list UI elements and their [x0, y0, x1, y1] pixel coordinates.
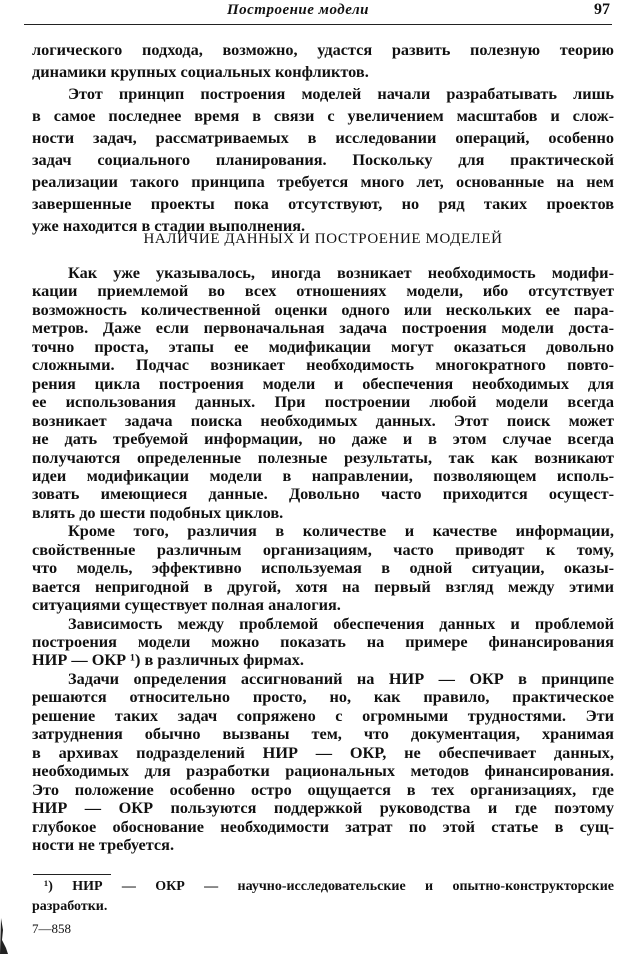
text-line: что модель, эффективно используемая в одной ситуации, оказы- — [32, 558, 614, 577]
text-line: вается непригодной в другой, хотя на первый взгляд между этими — [32, 577, 614, 596]
text-line: Как уже указывалось, иногда возникает необходимость модифи- — [68, 263, 614, 282]
text-line: решение таких задач сопряжено с огромными трудностями. Эти — [32, 706, 614, 725]
text-line: ее использования данных. При построении любой модели всегда — [32, 392, 614, 411]
text-line: получаются определенные полезные результаты, так как возникают — [32, 448, 614, 467]
text-line: ности задач, рассматриваемых в исследовании операций, особенно — [32, 128, 614, 147]
text-line: в архивах подразделений НИР — ОКР, не обеспечивает данных, — [32, 743, 614, 762]
text-line: логического подхода, возможно, удастся развить полезную теорию — [32, 40, 614, 59]
text-line: НИР — ОКР пользуются поддержкой руководства и где поэтому — [32, 798, 614, 817]
text-line: влять до шести подобных циклов. — [32, 503, 284, 522]
text-line: Кроме того, различия в количестве и качестве информации, — [68, 521, 614, 540]
text-line: ситуациями существует полная аналогия. — [32, 595, 341, 614]
text-line: задач социального планирования. Поскольку для практической — [32, 150, 614, 169]
text-line: затруднения обычно вызваны тем, что документация, хранимая — [32, 724, 614, 743]
text-line: Этот принцип построения моделей начали разрабатывать лишь — [68, 84, 614, 103]
text-line: метров. Даже если первоначальная задача построения модели доста- — [32, 318, 614, 337]
text-line: не дать требуемой информации, но даже и в этом случае всегда — [32, 429, 614, 448]
text-line: завершенные проекты пока отсутствуют, но ряд таких проектов — [32, 194, 614, 213]
text-line: решаются относительно просто, но, как правило, практическое — [32, 687, 614, 706]
text-line: идеи модификации модели в направлении, позволяющем исполь- — [32, 466, 614, 485]
footnote-continuation: разработки. — [32, 899, 108, 914]
text-line: Задачи определения ассигнований на НИР — ОКР в принципе — [68, 669, 614, 688]
page-number: 97 — [594, 1, 610, 18]
text-line: построения модели можно показать на примере финансирования — [32, 632, 614, 651]
text-line: зовать имеющиеся данные. Довольно часто приходится осущест- — [32, 484, 614, 503]
text-line: реализации такого принципа требуется много лет, основанные на нем — [32, 172, 614, 191]
text-line: возможность количественной оценки одного или нескольких ее пара- — [32, 300, 614, 319]
text-line: сложными. Подчас возникает необходимость многократного повто- — [32, 355, 614, 374]
text-line: рения цикла построения модели и обеспечения необходимых для — [32, 374, 614, 393]
running-header — [24, 0, 612, 25]
text-line: глубокое обоснование необходимости затрат по этой статье в сущ- — [32, 817, 614, 836]
printer-signature: 7—858 — [32, 921, 71, 936]
text-line: Зависимость между проблемой обеспечения данных и проблемой — [68, 614, 614, 633]
footnote-text: ¹) НИР — ОКР — научно-исследовательские и опытно-конструкторские — [44, 879, 614, 894]
text-line: необходимых для разработки рациональных методов финансирования. — [32, 761, 614, 780]
text-line: кации приемлемой во всех отношениях модели, ибо отсутствует — [32, 281, 614, 300]
text-line: в самое последнее время в связи с увеличением масштабов и слож- — [32, 106, 614, 125]
running-title: Построение модели — [226, 2, 370, 18]
text-line: ности не требуется. — [32, 835, 175, 854]
text-line: точно проста, этапы ее модификации могут оказаться довольно — [32, 337, 614, 356]
text-line: возникает задача поиска необходимых данных. Этот поиск может — [32, 411, 614, 430]
scan-bleed-mark — [0, 918, 9, 954]
footnote-rule — [33, 874, 111, 875]
text-line: НИР — ОКР ¹) в различных фирмах. — [32, 650, 304, 669]
section-heading: НАЛИЧИЕ ДАННЫХ И ПОСТРОЕНИЕ МОДЕЛЕЙ — [143, 231, 503, 247]
text-line: уже находится в стадии выполнения. — [32, 216, 306, 235]
text-line: Это положение особенно остро ощущается в тех организациях, где — [32, 780, 614, 799]
text-line: свойственные различным организациям, часто приводят к тому, — [32, 540, 614, 559]
text-line: динамики крупных социальных конфликтов. — [32, 62, 369, 81]
